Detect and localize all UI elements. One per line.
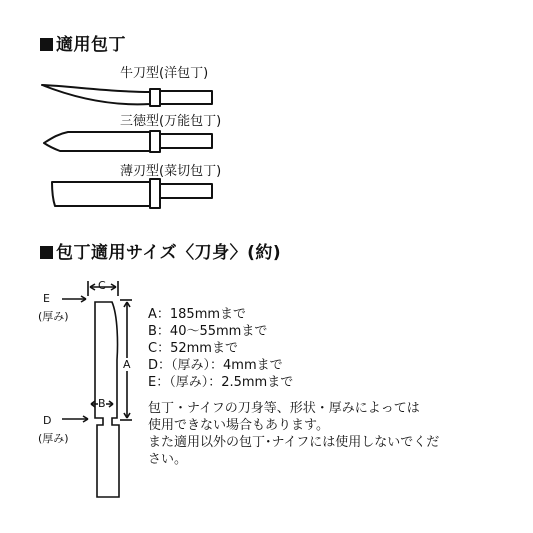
dimension-label-d-sub: (厚み) (38, 432, 69, 445)
note-line: また適用以外の包丁･ナイフには使用しないでくだ (148, 435, 440, 450)
knife-label-santoku: 三徳型(万能包丁) (120, 114, 222, 129)
spec-b: B：40〜55mmまで (148, 324, 268, 339)
usuba-knife-icon (52, 179, 212, 208)
knife-label-usuba: 薄刃型(菜切包丁) (120, 164, 222, 179)
note-line: さい。 (148, 452, 188, 467)
dimension-label-a: A (123, 358, 131, 371)
gyuto-knife-icon (42, 85, 212, 106)
section-heading-applicable-size (40, 238, 281, 263)
spec-d: D：（厚み）：4mmまで (148, 358, 283, 373)
dimension-label-b: B (98, 397, 106, 410)
knife-size-diagram (62, 281, 132, 497)
square-bullet-icon (40, 246, 53, 259)
spec-c: C：52mmまで (148, 341, 238, 356)
dimension-label-c: C (98, 279, 106, 292)
dimension-label-e-sub: (厚み) (38, 310, 69, 323)
dimension-label-e: E (43, 292, 50, 305)
note-line: 包丁・ナイフの刀身等、形状・厚みによっては (148, 401, 420, 416)
heading-text: 適用包丁 (56, 35, 126, 55)
dimension-label-d: D (43, 414, 52, 427)
usage-note (148, 400, 439, 468)
spec-list (148, 306, 293, 391)
santoku-knife-icon (44, 131, 212, 152)
spec-e: E：（厚み）：2.5mmまで (148, 375, 294, 390)
knife-label-gyuto: 牛刀型(洋包丁) (120, 66, 209, 81)
note-line: 使用できない場合もあります。 (148, 418, 329, 433)
heading-text: 包丁適用サイズ〈刀身〉(約) (56, 243, 282, 263)
spec-a: A：185mmまで (148, 307, 247, 322)
